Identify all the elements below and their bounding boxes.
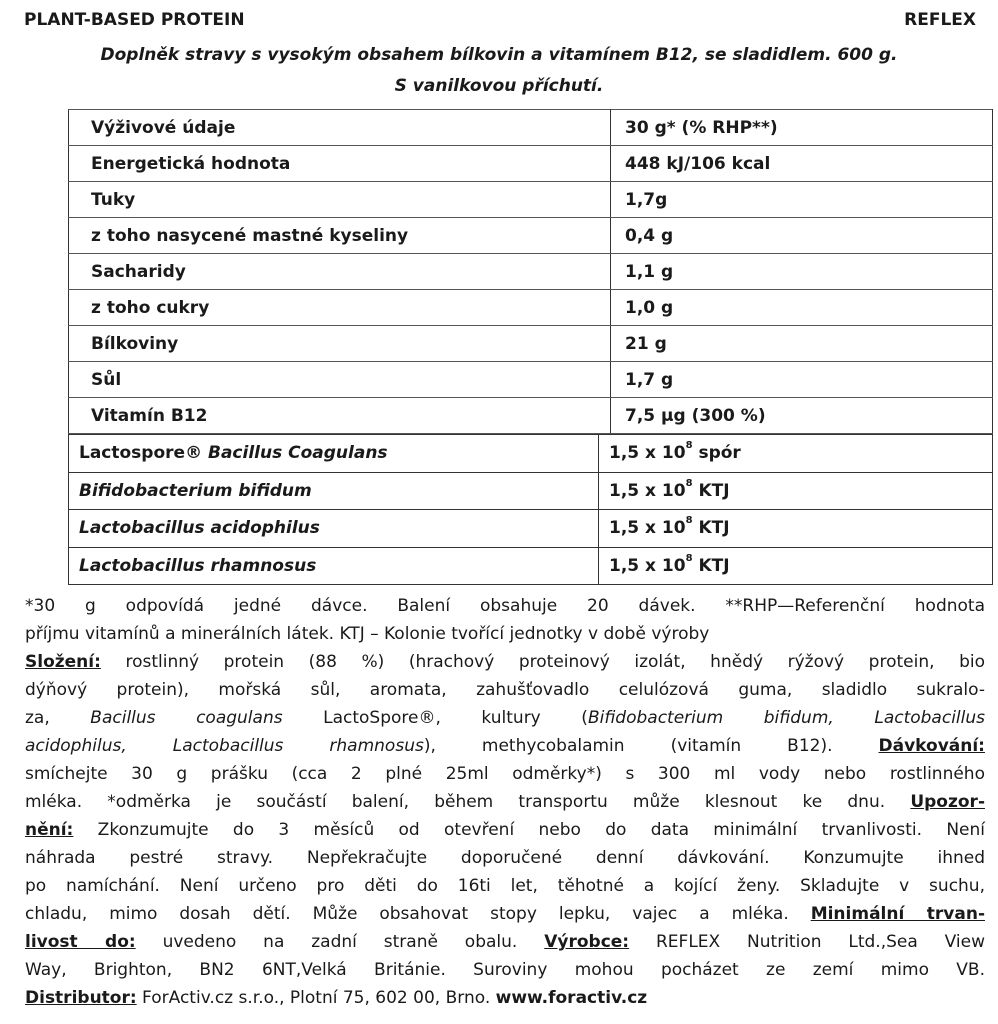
text-span: Bacillus coagulans — [90, 708, 283, 728]
text-span: ForActiv.cz s.r.o., Plotní 75, 602 00, Brno. — [136, 988, 496, 1008]
footnote-line: příjmu vitamínů a minerálních látek. KTJ – Kolonie tvořící jednotky v době výroby — [25, 624, 710, 644]
count-base: 1,5 x 10 — [609, 555, 686, 576]
manufacturer-heading: Výrobce: — [544, 932, 630, 952]
count-exponent: 8 — [685, 552, 693, 564]
header — [24, 10, 976, 34]
subtitle-line-2: S vanilkovou příchutí. — [394, 76, 604, 96]
nutrient-label: z toho nasycené mastné kyseliny — [69, 218, 611, 254]
count-unit: KTJ — [692, 518, 730, 539]
text-span: uvedeno na zadní straně obalu. — [135, 932, 545, 952]
table-row — [69, 146, 993, 182]
text-span: rostlinný protein (88 %) (hrachový proteinový izolát, hnědý rýžový protein, bio — [100, 652, 985, 672]
ingredients-line — [25, 704, 985, 732]
warning-heading: Upozor- — [910, 792, 985, 812]
nutrient-label: Sůl — [69, 362, 611, 398]
table-row — [69, 218, 993, 254]
nutrition-table — [68, 109, 993, 434]
table-row — [69, 435, 993, 473]
count-exponent: 8 — [685, 477, 693, 489]
nutrient-label: Sacharidy — [69, 254, 611, 290]
nutrient-value: 448 kJ/106 kcal — [611, 146, 993, 182]
text-span: REFLEX Nutrition Ltd.,Sea View — [629, 932, 986, 952]
culture-name — [69, 435, 599, 473]
table-row — [69, 362, 993, 398]
warning-line: po namíchání. Není určeno pro děti do 16ti let, těhotné a kojící ženy. Skladujte v suchu, — [25, 876, 985, 896]
ingredients-line — [25, 648, 985, 676]
culture-brand: Lactospore® — [79, 443, 203, 464]
nutrient-value: 1,0 g — [611, 290, 993, 326]
subtitle-line-1: Doplněk stravy s vysokým obsahem bílkovin a vitamínem B12, se sladidlem. 600 g. — [100, 45, 898, 65]
table-row — [69, 510, 993, 548]
best-before-heading: livost do: — [25, 932, 136, 952]
ingredients-line — [25, 732, 985, 760]
text-span: za, — [25, 708, 91, 728]
nutrient-label: Výživové údaje — [69, 110, 611, 146]
text-span: chladu, mimo dosah dětí. Může obsahovat stopy lepku, vajec a mléka. — [25, 904, 811, 924]
warning-line — [25, 900, 985, 928]
table-row — [69, 290, 993, 326]
count-unit: KTJ — [692, 555, 730, 576]
dosage-line: smíchejte 30 g prášku (cca 2 plné 25ml odměrky*) s 300 ml vody nebo rostlinného — [25, 764, 985, 784]
table-row — [69, 398, 993, 434]
text-span: Bifidobacterium bifidum, Lactobacillus — [587, 708, 986, 728]
table-row — [69, 326, 993, 362]
culture-count — [599, 472, 993, 510]
text-span: mléka. *odměrka je součástí balení, během transportu může klesnout ke dnu. — [25, 792, 911, 812]
nutrient-value: 1,7 g — [611, 362, 993, 398]
label-text — [25, 592, 985, 1012]
nutrient-value: 7,5 µg (300 %) — [611, 398, 993, 434]
distributor-heading: Distributor: — [25, 988, 137, 1008]
count-exponent: 8 — [685, 515, 693, 527]
ingredients-line: dýňový protein), mořská sůl, aromata, zahušťovadlo celulózová guma, sladidlo sukralo- — [25, 680, 985, 700]
culture-count — [599, 547, 993, 585]
footnote-line: *30 g odpovídá jedné dávce. Balení obsahuje 20 dávek. **RHP—Referenční hodnota — [25, 596, 985, 616]
nutrient-label: Bílkoviny — [69, 326, 611, 362]
culture-count — [599, 510, 993, 548]
warning-heading: nění: — [25, 820, 74, 840]
cultures-table — [68, 434, 993, 585]
count-unit: KTJ — [692, 480, 730, 501]
nutrient-value: 21 g — [611, 326, 993, 362]
nutrient-value: 1,7g — [611, 182, 993, 218]
table-row — [69, 254, 993, 290]
website-link[interactable]: www.foractiv.cz — [495, 988, 648, 1008]
dosage-line — [25, 788, 985, 816]
manufacturer-line: Way, Brighton, BN2 6NT,Velká Británie. Suroviny mohou pocházet ze zemí mimo VB. — [25, 960, 985, 980]
nutrient-value: 30 g* (% RHP**) — [611, 110, 993, 146]
nutrient-value: 1,1 g — [611, 254, 993, 290]
culture-species: Bacillus Coagulans — [208, 443, 388, 464]
table-row — [69, 110, 993, 146]
nutrient-label: z toho cukry — [69, 290, 611, 326]
count-base: 1,5 x 10 — [609, 443, 686, 464]
culture-name: Bifidobacterium bifidum — [69, 472, 599, 510]
warning-line — [25, 816, 985, 844]
nutrient-label: Energetická hodnota — [69, 146, 611, 182]
culture-name: Lactobacillus acidophilus — [69, 510, 599, 548]
table-row — [69, 547, 993, 585]
nutrient-value: 0,4 g — [611, 218, 993, 254]
dosage-heading: Dávkování: — [878, 736, 985, 756]
culture-count — [599, 435, 993, 473]
ingredients-heading: Složení: — [25, 652, 101, 672]
best-before-heading: Minimální trvan- — [810, 904, 985, 924]
nutrient-label: Tuky — [69, 182, 611, 218]
table-row — [69, 182, 993, 218]
culture-name: Lactobacillus rhamnosus — [69, 547, 599, 585]
warning-line: náhrada pestré stravy. Nepřekračujte doporučené denní dávkování. Konzumujte ihned — [25, 848, 985, 868]
text-span: ), methycobalamin (vitamín B12). — [423, 736, 879, 756]
nutrient-label: Vitamín B12 — [69, 398, 611, 434]
table-row — [69, 472, 993, 510]
text-span: acidophilus, Lactobacillus rhamnosus — [25, 736, 424, 756]
text-span: Zkonzumujte do 3 měsíců od otevření nebo do data minimální trvanlivosti. Není — [73, 820, 985, 840]
product-name: PLANT-BASED PROTEIN — [24, 10, 245, 30]
distributor-line — [25, 984, 985, 1012]
text-span: LactoSpore®, kultury ( — [282, 708, 588, 728]
brand-name: REFLEX — [904, 10, 976, 30]
count-unit: spór — [692, 443, 741, 464]
count-base: 1,5 x 10 — [609, 518, 686, 539]
count-base: 1,5 x 10 — [609, 480, 686, 501]
count-exponent: 8 — [685, 440, 693, 452]
manufacturer-line — [25, 928, 985, 956]
